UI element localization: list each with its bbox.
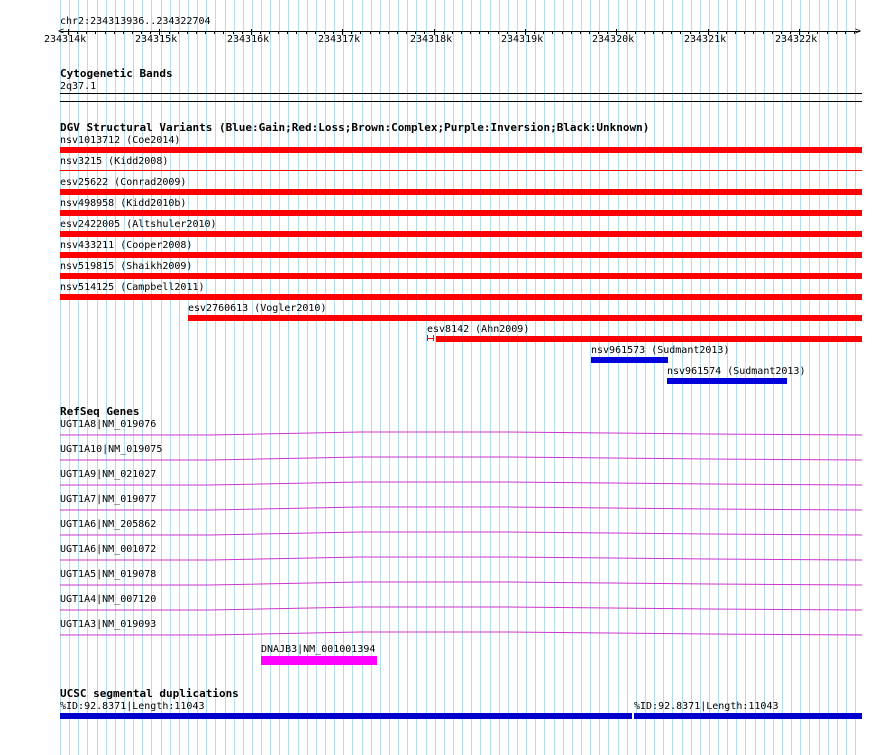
dgv-variant-label[interactable]: nsv1013712 (Coe2014) bbox=[60, 135, 181, 146]
gene-label[interactable]: UGT1A5|NM_019078 bbox=[60, 569, 157, 580]
segdup-bar[interactable] bbox=[634, 713, 862, 719]
ruler-tick-label: 234322k bbox=[775, 34, 818, 45]
dgv-variant-label[interactable]: esv2760613 (Vogler2010) bbox=[188, 303, 327, 314]
ruler-left-arrow-icon: < bbox=[58, 26, 65, 37]
dgv-variant-label[interactable]: nsv433211 (Cooper2008) bbox=[60, 240, 193, 251]
dgv-variant-label[interactable]: nsv3215 (Kidd2008) bbox=[60, 156, 169, 167]
ruler-tick-label: 234315k bbox=[135, 34, 178, 45]
ruler-tick-label: 234320k bbox=[592, 34, 635, 45]
gene-model-line[interactable] bbox=[60, 457, 862, 460]
ruler-right-arrow-icon: > bbox=[855, 26, 862, 37]
dgv-variant-label[interactable]: esv2422005 (Altshuler2010) bbox=[60, 219, 217, 230]
dgv-variant-label[interactable]: nsv961573 (Sudmant2013) bbox=[591, 345, 730, 356]
dgv-variant-label[interactable]: nsv519815 (Shaikh2009) bbox=[60, 261, 193, 272]
gene-model-line[interactable] bbox=[60, 532, 862, 535]
gene-model-line[interactable] bbox=[60, 507, 862, 510]
segdup-bar[interactable] bbox=[60, 713, 632, 719]
gene-model-line[interactable] bbox=[60, 432, 862, 435]
ruler-tick-label: 234321k bbox=[684, 34, 727, 45]
dgv-variant-label[interactable]: esv25622 (Conrad2009) bbox=[60, 177, 187, 188]
dnajb3-label[interactable]: DNAJB3|NM_001001394 bbox=[261, 644, 376, 655]
dnajb3-bar[interactable] bbox=[261, 656, 377, 665]
gene-label[interactable]: UGT1A6|NM_001072 bbox=[60, 544, 157, 555]
ruler-tick-label: 234317k bbox=[318, 34, 361, 45]
segdup-label[interactable]: %ID:92.8371|Length:11043 bbox=[634, 701, 779, 712]
refseq-track-title: RefSeq Genes bbox=[60, 405, 140, 418]
gene-label[interactable]: UGT1A3|NM_019093 bbox=[60, 619, 157, 630]
ruler-tick-label: 234318k bbox=[410, 34, 453, 45]
gene-label[interactable]: UGT1A8|NM_019076 bbox=[60, 419, 157, 430]
gene-model-line[interactable] bbox=[60, 607, 862, 610]
gene-label[interactable]: UGT1A9|NM_021027 bbox=[60, 469, 157, 480]
gene-model-line[interactable] bbox=[60, 582, 862, 585]
dgv-variant-label[interactable]: nsv514125 (Campbell2011) bbox=[60, 282, 205, 293]
gene-label[interactable]: UGT1A6|NM_205862 bbox=[60, 519, 157, 530]
ruler-tick-label: 234316k bbox=[227, 34, 270, 45]
ruler-tick-label: 234314k bbox=[44, 34, 87, 45]
dgv-variant-label[interactable]: nsv961574 (Sudmant2013) bbox=[667, 366, 806, 377]
segdup-track-title: UCSC segmental duplications bbox=[60, 687, 239, 700]
gene-model-line[interactable] bbox=[60, 482, 862, 485]
dgv-variant-label[interactable]: esv8142 (Ahn2009) bbox=[427, 324, 530, 335]
gene-label[interactable]: UGT1A10|NM_019075 bbox=[60, 444, 163, 455]
gene-model-line[interactable] bbox=[60, 632, 862, 635]
segdup-label[interactable]: %ID:92.8371|Length:11043 bbox=[60, 701, 205, 712]
cyto-track-title: Cytogenetic Bands bbox=[60, 67, 173, 80]
position-label: chr2:234313936..234322704 bbox=[60, 16, 211, 27]
gene-model-line[interactable] bbox=[60, 557, 862, 560]
gene-label[interactable]: UGT1A7|NM_019077 bbox=[60, 494, 157, 505]
gene-label[interactable]: UGT1A4|NM_007120 bbox=[60, 594, 157, 605]
dgv-variant-label[interactable]: nsv498958 (Kidd2010b) bbox=[60, 198, 187, 209]
cyto-band-label: 2q37.1 bbox=[60, 81, 97, 92]
dgv-track-title: DGV Structural Variants (Blue:Gain;Red:Loss;Brown:Complex;Purple:Inversion;Black:Unknown) bbox=[60, 121, 650, 134]
ruler-tick-label: 234319k bbox=[501, 34, 544, 45]
